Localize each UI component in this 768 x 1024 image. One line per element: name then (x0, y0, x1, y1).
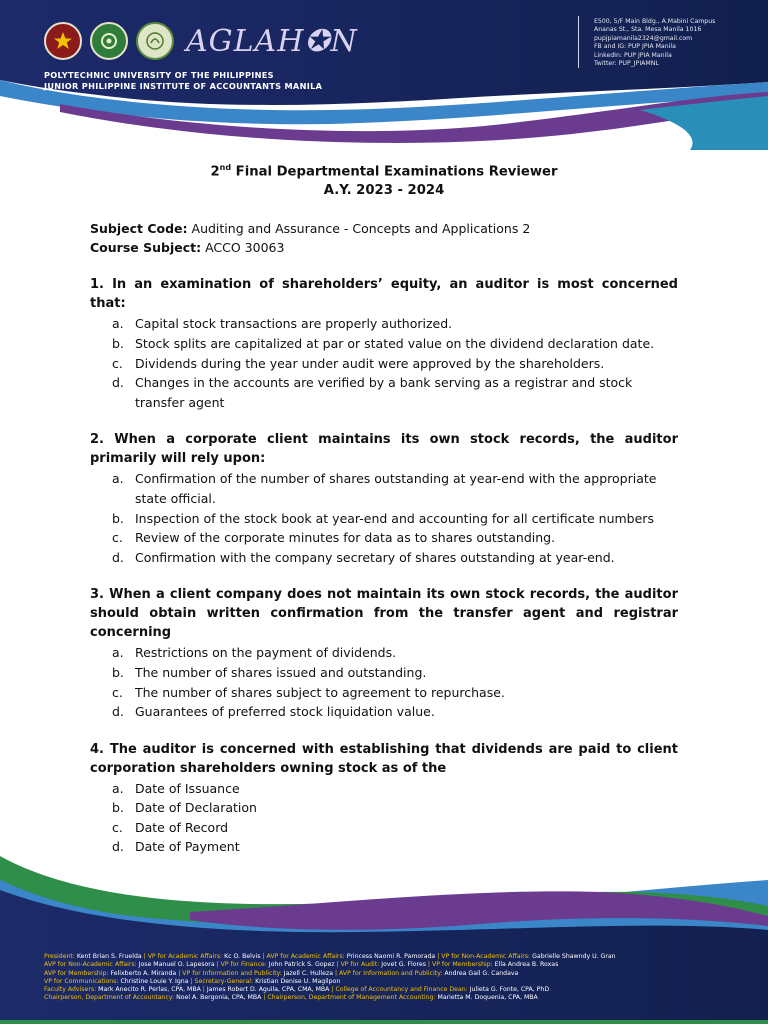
answer-option (90, 509, 678, 529)
answer-option (90, 683, 678, 703)
contact-info (594, 18, 715, 68)
option-text: The number of shares subject to agreement to repurchase. (135, 684, 505, 700)
officer-name: Kc O. Belvis (222, 953, 261, 960)
answer-option (90, 663, 678, 683)
officer-role: AVP for Information and Publicity: (339, 969, 443, 977)
officer-role: VP for Non-Academic Affairs: (441, 953, 531, 960)
officer-name: James Robert D. Aguila, CPA, CMA, MBA (206, 986, 330, 994)
officer-role: Faculty Advisers: (44, 986, 97, 994)
officer-role: VP for Finance: (220, 961, 267, 969)
question (90, 275, 678, 412)
answer-option (90, 779, 678, 799)
answer-option (90, 373, 678, 412)
letterhead-header (0, 0, 768, 150)
answer-option (90, 469, 678, 508)
answer-option (90, 314, 678, 334)
aglahon-logo: AGLAH✪N (186, 23, 358, 59)
question (90, 430, 678, 567)
option-letter: b. (112, 800, 124, 816)
subject-info (90, 219, 678, 257)
officer-role: AVP for Academic Affairs: (266, 953, 345, 960)
officer-name: Gabrielle Shawndy U. Gran (530, 953, 616, 960)
officer-name: Jovet G. Flores (379, 961, 426, 969)
officer-name: Princess Naomi R. Pamorada (344, 953, 436, 960)
separator: | (435, 953, 442, 960)
question-text: 3. When a client company does not maintain its own stock records, the auditor should obtain written confirmation from the transfer agent and registrar concerning (90, 587, 678, 641)
officer-role: VP for Audit: (340, 961, 380, 969)
officers-line (44, 961, 734, 969)
separator: | (329, 986, 336, 994)
contact-facebook: FB and IG: PUP JPIA Manila (594, 43, 676, 51)
officer-role: President: (44, 953, 75, 960)
title-text: Final Departmental Examinations Reviewer (231, 164, 558, 180)
option-text: Guarantees of preferred stock liquidation value. (135, 704, 435, 720)
separator: | (332, 969, 340, 977)
pup-seal-icon (44, 22, 82, 60)
officer-name: Jose Manuel O. Lapesora (136, 961, 215, 969)
university-name: POLYTECHNIC UNIVERSITY OF THE PHILIPPINES (44, 70, 274, 80)
separator: | (425, 961, 432, 969)
college-seal-icon (136, 22, 174, 60)
contact-address-2: Ananas St., Sta. Mesa Manila 1016 (594, 26, 702, 34)
officer-name: Jazell C. Hulleza (281, 969, 333, 977)
officer-role: Chairperson, Department of Management Accounting: (267, 994, 436, 1002)
option-text: Dividends during the year under audit were approved by the shareholders. (135, 355, 605, 371)
officer-role: AVP for Membership: (44, 969, 109, 977)
chapter-name: JUNIOR PHILIPPINE INSTITUTE OF ACCOUNTANTS MANILA (44, 81, 323, 91)
option-letter: c. (112, 530, 123, 546)
answer-option (90, 354, 678, 374)
officer-name: Noel A. Bergonia, CPA, MBA (174, 994, 262, 1002)
officer-name: Kent Brian S. Fruelda (74, 953, 142, 960)
letterhead-footer (0, 850, 768, 1024)
option-text: Changes in the accounts are verified by a bank serving as a registrar and stock transfer agent (135, 375, 633, 410)
officers-line (44, 953, 734, 961)
question-text: 4. The auditor is concerned with establishing that dividends are paid to client corporation shareholders owning stock as of the (90, 741, 678, 776)
academic-year: A.Y. 2023 - 2024 (323, 183, 445, 199)
reviewer-content (90, 158, 678, 857)
answer-option (90, 643, 678, 663)
contact-linkedin: LinkedIn: PUP JPIA Manila (594, 51, 672, 59)
option-text: Date of Payment (135, 839, 240, 855)
option-letter: b. (112, 335, 124, 351)
officer-name: Felixberto A. Miranda (108, 969, 177, 977)
officer-name: Ella Andrea B. Roxas (492, 961, 559, 969)
officer-name: Marietta M. Doquenia, CPA, MBA (435, 994, 538, 1002)
officer-role: VP for Membership: (431, 961, 493, 969)
separator: | (176, 969, 183, 977)
question (90, 740, 678, 857)
question-text: 2. When a corporate client maintains its own stock records, the auditor primarily will rely upon: (90, 432, 678, 467)
option-letter: a. (112, 316, 124, 332)
officer-role: VP for Information and Publicity: (182, 969, 282, 977)
separator: | (200, 986, 207, 994)
title-ordinal-suffix: nd (219, 163, 232, 172)
option-letter: b. (112, 664, 124, 680)
option-text: Date of Issuance (135, 780, 240, 796)
officer-name: Andrea Gail G. Candava (442, 969, 519, 977)
option-text: Inspection of the stock book at year-end and accounting for all certificate numbers (135, 510, 654, 526)
document-title (90, 158, 678, 181)
separator: | (141, 953, 148, 960)
separator: | (188, 977, 195, 985)
officer-name: Julieta G. Fonte, CPA, PhD (467, 986, 550, 994)
option-letter: a. (112, 471, 124, 487)
separator: | (214, 961, 221, 969)
option-text: Date of Declaration (135, 800, 257, 816)
contact-address-1: E500, 5/F Main Bldg., A.Mabini Campus (594, 18, 716, 25)
answer-option (90, 334, 678, 354)
answer-option (90, 528, 678, 548)
jpia-seal-icon (90, 22, 128, 60)
option-text: Confirmation of the number of shares outstanding at year-end with the appropriate state official. (135, 471, 657, 506)
header-logos (44, 22, 358, 60)
option-letter: a. (112, 780, 124, 796)
answer-option (90, 548, 678, 568)
course-subject: Course Subject: ACCO 30063 (90, 240, 285, 256)
answer-option (90, 818, 678, 838)
officer-name: Kristian Denise U. Magilpon (253, 977, 341, 985)
option-letter: d. (112, 704, 124, 720)
option-text: The number of shares issued and outstanding. (135, 664, 427, 680)
separator: | (261, 994, 268, 1002)
separator: | (260, 953, 267, 960)
officers-line (44, 970, 734, 978)
officer-name: Mark Anecito R. Perlas, CPA, MBA (96, 986, 201, 994)
option-text: Restrictions on the payment of dividends. (135, 645, 397, 661)
answer-options (90, 469, 678, 567)
officers-line (44, 994, 734, 1002)
answer-options (90, 314, 678, 412)
question (90, 585, 678, 721)
option-text: Confirmation with the company secretary of shares outstanding at year-end. (135, 549, 615, 565)
answer-options (90, 643, 678, 721)
officer-name: John Patrick S. Gopez (266, 961, 335, 969)
option-text: Date of Record (135, 819, 229, 835)
officer-name: Christine Louie Y. Igna (118, 977, 189, 985)
option-text: Review of the corporate minutes for data as to shares outstanding. (135, 530, 556, 546)
answer-options (90, 779, 678, 857)
answer-option (90, 702, 678, 722)
question-text: 1. In an examination of shareholders’ equity, an auditor is most concerned that: (90, 277, 678, 312)
officer-role: College of Accountancy and Finance Dean: (335, 986, 468, 994)
officers-list (44, 953, 734, 1003)
title-ordinal: 2 (210, 164, 220, 180)
officer-role: VP for Communications: (44, 977, 119, 985)
contact-twitter: Twitter: PUP_JPIAMNL (594, 60, 659, 68)
option-letter: c. (112, 684, 123, 700)
officer-role: Secretary-General: (194, 977, 254, 985)
officer-role: VP for Academic Affairs: (147, 953, 223, 960)
header-divider (578, 16, 579, 68)
contact-email: pupjpiamanila2324@gmail.com (594, 34, 693, 42)
option-letter: a. (112, 645, 124, 661)
organization-name (44, 70, 322, 92)
answer-option (90, 798, 678, 818)
subject-code: Subject Code: Auditing and Assurance - Concepts and Applications 2 (90, 221, 531, 237)
officers-line (44, 978, 734, 986)
option-text: Capital stock transactions are properly authorized. (135, 316, 453, 332)
officers-line (44, 986, 734, 994)
officer-role: AVP for Non-Academic Affairs: (44, 961, 137, 969)
question-list (90, 275, 678, 857)
option-text: Stock splits are capitalized at par or stated value on the dividend declaration date. (135, 335, 655, 351)
separator: | (334, 961, 341, 969)
option-letter: d. (112, 839, 124, 855)
officer-role: Chairperson, Department of Accountancy: (44, 994, 175, 1002)
option-letter: b. (112, 510, 124, 526)
option-letter: c. (112, 819, 123, 835)
option-letter: d. (112, 549, 124, 565)
option-letter: d. (112, 375, 124, 391)
option-letter: c. (112, 355, 123, 371)
